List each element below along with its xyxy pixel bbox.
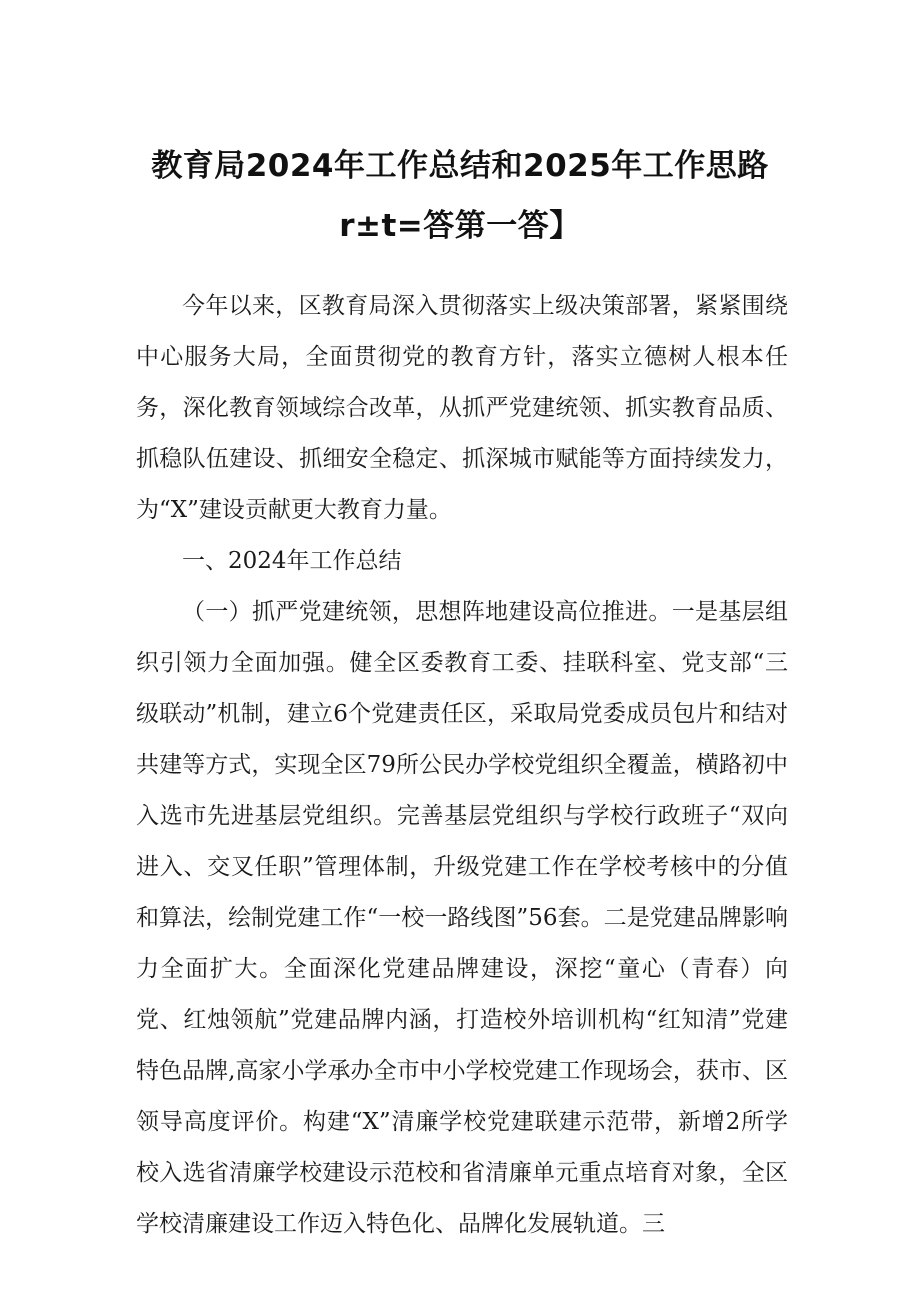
document-body: [136, 281, 788, 1250]
section-heading: 一、2024年工作总结: [182, 548, 402, 574]
document-title: 教育局2024年工作总结和2025年工作思路: [151, 148, 769, 184]
section-paragraph: （一）抓严党建统领，思想阵地建设高位推进。一是基层组织引领力全面加强。健全区委教育工委、挂联科室、党支部“三级联动”机制，建立6个党建责任区，采取局党委成员包片和结对共建等方式，实现全区79所公民办学校党组织全覆盖，横路初中入选市先进基层党组织。完善基层党组织与学校行政班子“双向进入、交叉任职”管理体制，升级党建工作在学校考核中的分值和算法，绘制党建工作“一校一路线图”56套。二是党建品牌影响力全面扩大。全面深化党建品牌建设，深挖“童心（青春）向党、红烛领航”党建品牌内涵，打造校外培训机构“红知清”党建特色品牌,高家小学承办全市中小学校党建工作现场会，获市、区领导高度评价。构建“X”清廉学校党建联建示范带，新增2所学校入选省清廉学校建设示范校和省清廉单元重点培育对象，全区学校清廉建设工作迈入特色化、品牌化发展轨道。三: [136, 599, 788, 1237]
document-subtitle: r±t=答第一答】: [339, 208, 581, 244]
intro-paragraph: 今年以来，区教育局深入贯彻落实上级决策部署，紧紧围绕中心服务大局，全面贯彻党的教育方针，落实立德树人根本任务，深化教育领域综合改革，从抓严党建统领、抓实教育品质、抓稳队伍建设、抓细安全稳定、抓深城市赋能等方面持续发力，为“X”建设贡献更大教育力量。: [136, 293, 788, 523]
